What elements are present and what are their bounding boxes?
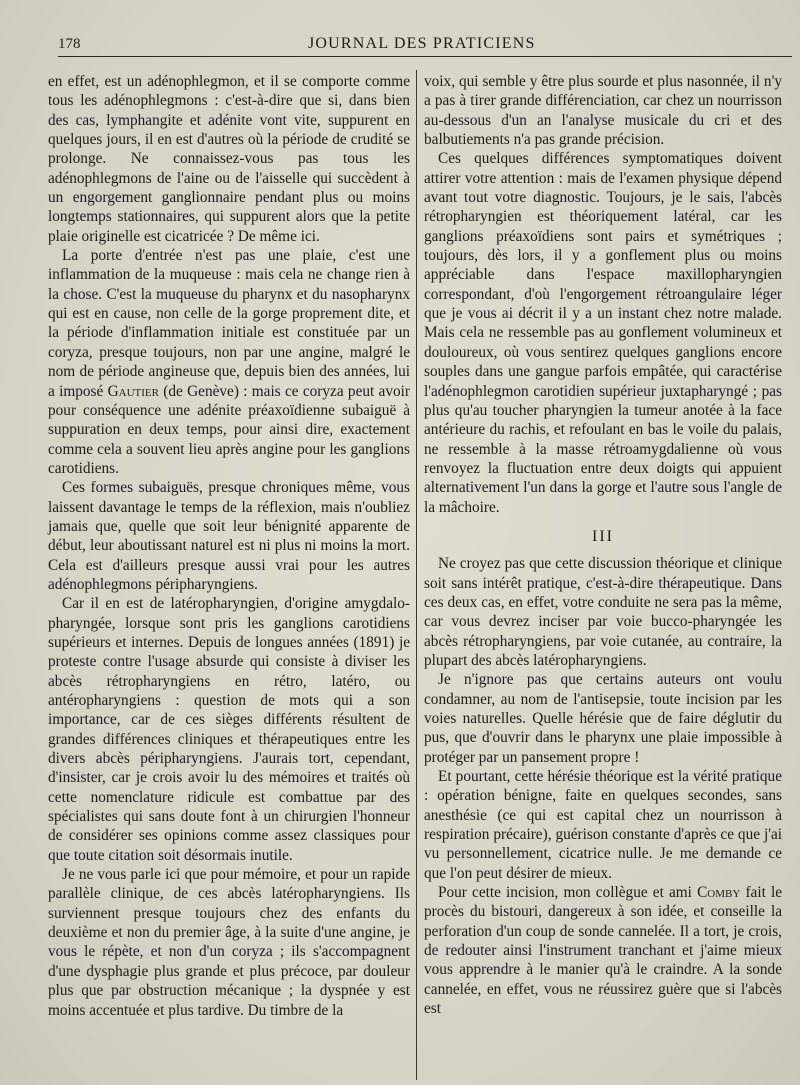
paragraph: Ne croyez pas que cette discussion théorique et clinique soit sans intérêt pratique, c'est-à-dire thérapeutique. Dans ces deux cas, en effet, votre conduite ne sera pas la même, car vous devrez inciser par voie bucco-pharyngée les abcès rétropharyngiens, par voie cutanée, au contraire, la plupart des abcès latéropharyngiens. <box>424 555 782 669</box>
paragraph <box>48 246 410 478</box>
paragraph: Ces formes subaiguës, presque chroniques même, vous laissent davantage le temps de la réflexion, mais n'oubliez jamais que, quelle que soit leur bénignité apparente de début, leur aboutissant naturel est ni plus ni moins la mort. Cela est d'ailleurs presque aussi vrai pour les autres adénophlegmons péripharyngiens. <box>48 479 410 593</box>
column-divider <box>416 70 417 1080</box>
paragraph-text: (de Genève) : mais ce coryza peut avoir pour conséquence une adénite préaxoïdienne subaiguë à suppuration en deux temps, pour ainsi dire, exactement comme cela a souvent lieu après angine pour les ganglions carotidiens. <box>48 382 410 477</box>
author-name: Comby <box>697 884 741 902</box>
author-name: Gautier <box>107 382 159 400</box>
paragraph <box>424 883 782 1018</box>
paragraph: en effet, est un adénophlegmon, et il se comporte comme tous les adénophlegmons : c'est-à-dire que si, dans bien des cas, lymphangite et adénite vont vite, suppurent en quelques jours, il en est d'autres où la période de crudité se prolonge. Ne connaissez-vous pas tous les adénophlegmons de l'aine ou de l'aisselle qui succèdent à un engorgement ganglionnaire pendant plus ou moins longtemps stationnaires, qui suppurent alors que la petite plaie originelle est cicatricée ? De même ici. <box>48 73 410 245</box>
left-column <box>48 72 410 1020</box>
paragraph: voix, qui semble y être plus sourde et plus nasonnée, il n'y a pas à tirer grande différenciation, car chez un nourrisson au-dessous d'un an l'analyse musicale du cri et des balbutiements n'a pas grande précision. <box>424 73 782 149</box>
right-column <box>424 72 782 1019</box>
paragraph: Je ne vous parle ici que pour mémoire, et pour un rapide parallèle clinique, de ces abcès latéropharyngiens. Ils surviennent presque toujours chez des enfants du deuxième et non du premier âge, à la suite d'une angine, je vous le répète, et non d'un coryza ; ils s'accompagnent d'une dysphagie plus grande et plus précoce, par douleur plus que par obstruction mécanique ; la dyspnée y est moins accentuée et plus tardive. Du timbre de la <box>48 866 410 1019</box>
section-number: III <box>592 527 614 545</box>
paragraph-text: La porte d'entrée n'est pas une plaie, c'est une inflammation de la muqueuse : mais cela ne change rien à la chose. C'est la muqueuse du pharynx et du nasopharynx qui est en cause, non celle de la gorge proprement dite, et la période d'inflammation initiale est constituée par un coryza, presque toujours, non par une angine, malgré le nom de période angineuse que, depuis bien des années, lui a imposé <box>48 247 410 400</box>
paragraph: Car il en est de latéropharyngien, d'origine amygdalo-pharyngée, lorsque sont pris les ganglions carotidiens supérieurs et internes. Depuis de longues années (1891) je proteste contre l'usage absurde qui consiste à diviser les abcès rétropharyngiens en rétro, latéro, ou antéropharyngiens : question de mots qui a son importance, car de ces sièges différents résultent de grandes différences cliniques et thérapeutiques entre les divers abcès péripharyngiens. J'aurais tort, cependant, d'insister, car je crois avoir lu des mémoires et traités où cette nomenclature ridicule est combattue par des spécialistes qui sans doute font à un chirurgien l'honneur de considérer ses opinions comme assez classiques pour que toute citation soit désormais inutile. <box>48 595 410 864</box>
paragraph-text: Pour cette incision, mon collègue et ami <box>438 884 692 902</box>
paragraph-text: fait le procès du bistouri, dangereux à son idée, et conseille la perforation d'un coup de sonde cannelée. Il a tort, je crois, de redouter ainsi l'instrument tranchant et j'aime mieux vous apprendre à le manier qu'à le craindre. A la sonde cannelée, en effet, vous ne réussirez guère que si l'abcès est <box>424 884 783 1018</box>
page-number: 178 <box>58 36 81 52</box>
running-title: JOURNAL DES PRATICIENS <box>308 35 536 52</box>
page-header <box>58 34 792 57</box>
paragraph: Je n'ignore pas que certains auteurs ont voulu condamner, au nom de l'antisepsie, toute incision par les voies naturelles. Quelle hérésie que de faire déglutir du pus, que d'ouvrir dans le pharynx une plaie impossible à protéger par un pansement propre ! <box>424 671 782 766</box>
paragraph: Ces quelques différences symptomatiques doivent attirer votre attention : mais de l'examen physique dépend avant tout votre diagnostic. Toujours, je le sais, l'abcès rétropharyngien est théoriquement latéral, car les ganglions préaxoïdiens sont pairs et symétriques ; toujours, dès lors, il y a gonflement plus ou moins appréciable dans l'espace maxillopharyngien correspondant, d'où l'engorgement rétroangulaire léger que je vous ai décrit il y a un instant chez notre malade. Mais cela ne ressemble pas au gonflement volumineux et douloureux, où vous sentirez quelques ganglions encore souples dans une gangue parfois empâtée, qui caractérise l'adénophlegmon carotidien supérieur juxtapharyngé ; pas plus qu'au toucher pharyngien la tumeur anotée à la face antérieure du rachis, et refoulant en bas le voile du palais, ne ressemble à la masse rétroamygdalienne où vous renvoyez la fluctuation entre deux doigts qui appuient alternativement l'un dans la gorge et l'autre sous l'angle de la mâchoire. <box>424 150 782 516</box>
paragraph: Et pourtant, cette hérésie théorique est la vérité pratique : opération bénigne, faite en quelques secondes, sans anesthésie (ce qui est capital chez un nourrisson à respiration précaire), guérison constante d'après ce que j'ai vu personnellement, cicatrice nulle. Je me demande ce que l'on peut désirer de mieux. <box>424 768 782 882</box>
